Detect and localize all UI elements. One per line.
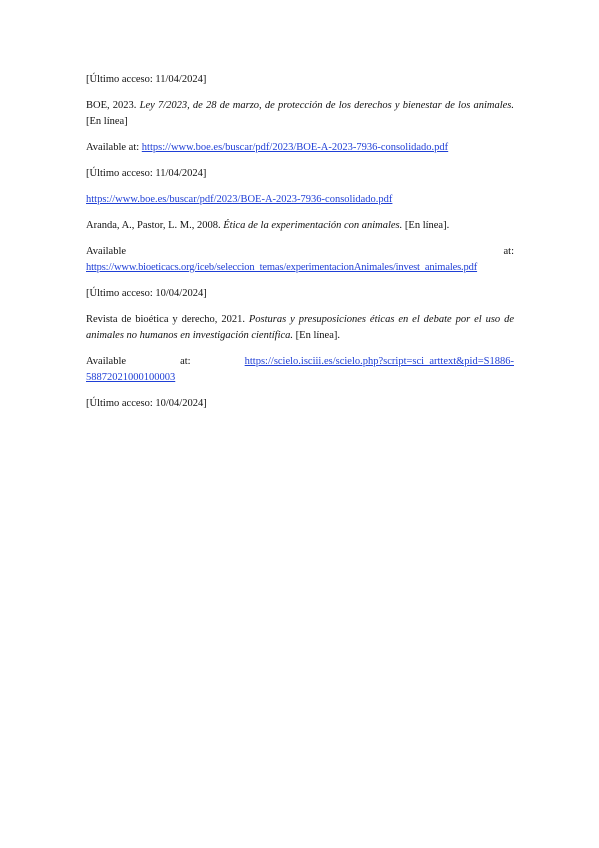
reference-author: BOE, 2023. (86, 100, 137, 111)
reference-available-line (86, 140, 514, 156)
available-split-line (86, 354, 514, 370)
available-label: Available at: (86, 142, 140, 153)
reference-access-date: [Último acceso: 10/04/2024] (86, 398, 207, 409)
reference-link-scielo-continued[interactable]: 58872021000100003 (86, 372, 176, 383)
reference-online-tag: [En línea]. (404, 220, 450, 231)
reference-access-date: [Último acceso: 10/04/2024] (86, 288, 207, 299)
reference-link-bioeticacs[interactable]: https://www.bioeticacs.org/iceb/seleccion_temas/experimentacionAnimales/invest_animales.pdf (86, 262, 478, 273)
reference-link-scielo[interactable]: https://scielo.isciii.es/scielo.php?script=sci_arttext&pid=S1886- (244, 356, 514, 367)
document-page (86, 72, 514, 422)
reference-revista-2021 (86, 312, 514, 344)
available-label: Available (86, 246, 127, 257)
reference-title: Ley 7/2023, de 28 de marzo, de protección de los derechos y bienestar de los animales. (139, 100, 515, 111)
available-label: Available (86, 356, 127, 367)
reference-author: Aranda, A., Pastor, L. M., 2008. (86, 220, 221, 231)
reference-title: Posturas y presuposiciones éticas en el debate por el uso de animales no humanos en investigación científica. (86, 314, 514, 341)
reference-online-tag: [En línea]. (295, 330, 340, 341)
reference-aranda-2008 (86, 218, 514, 234)
reference-title: Ética de la experimentación con animales. (223, 220, 403, 231)
reference-standalone-link (86, 192, 514, 208)
reference-author: Revista de bioética y derecho, 2021. (86, 314, 245, 325)
reference-link-boe[interactable]: https://www.boe.es/buscar/pdf/2023/BOE-A-2023-7936-consolidado.pdf (141, 142, 449, 153)
reference-access-date: [Último acceso: 11/04/2024] (86, 168, 207, 179)
reference-link-boe-standalone[interactable]: https://www.boe.es/buscar/pdf/2023/BOE-A-2023-7936-consolidado.pdf (86, 194, 393, 205)
available-split-line (86, 244, 514, 260)
reference-online-tag: [En línea] (86, 116, 128, 127)
reference-access-date: [Último acceso: 11/04/2024] (86, 74, 207, 85)
at-label: at: (180, 356, 191, 367)
reference-available-block (86, 244, 514, 276)
reference-available-block (86, 354, 514, 386)
at-label: at: (503, 246, 514, 257)
reference-boe-2023 (86, 98, 514, 130)
